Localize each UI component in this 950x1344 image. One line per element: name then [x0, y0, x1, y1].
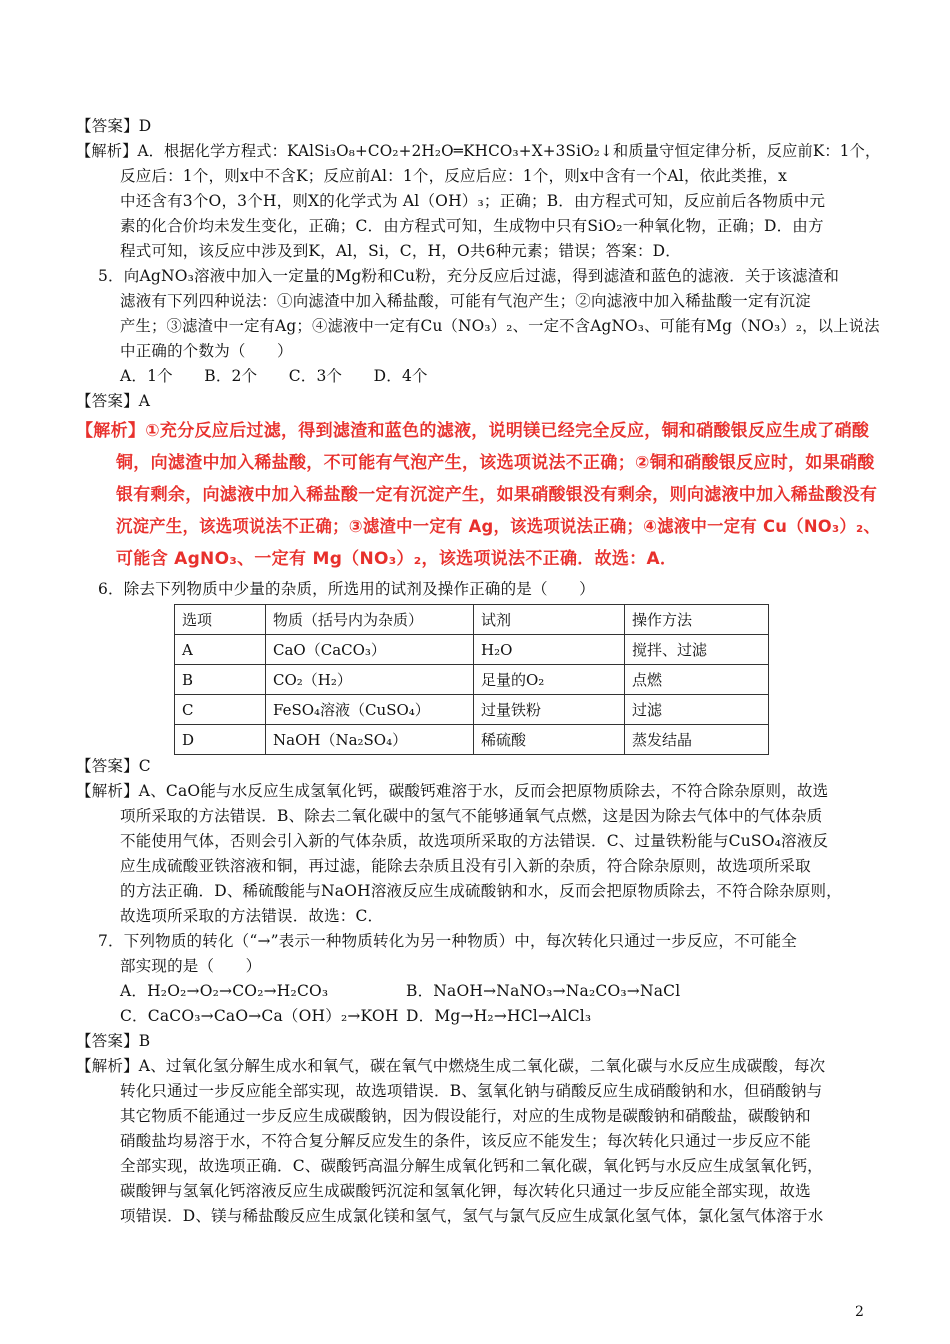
q7-stem-line: 部实现的是（ ）: [120, 957, 262, 975]
q7-option-a: A．H₂O₂→O₂→CO₂→H₂CO₃: [120, 982, 329, 1000]
q5-analysis-line: 铜，向滤渣中加入稀盐酸，不可能有气泡产生，该选项说法不正确；②铜和硝酸银反应时，如果硝酸: [116, 453, 875, 473]
q5-stem-line: 5．向AgNO₃溶液中加入一定量的Mg粉和Cu粉，充分反应后过滤，得到滤渣和蓝色的滤液．关于该滤渣和: [98, 267, 840, 285]
q7-option-d: D．Mg→H₂→HCl→AlCl₃: [406, 1007, 592, 1025]
table-cell: 足量的O₂: [474, 665, 625, 695]
q4-analysis-line: 反应后：1个，则x中不含K；反应前Al：1个，反应后应：1个，则x中含有一个Al，依此类推，x: [120, 167, 788, 185]
table-cell: 过量铁粉: [474, 695, 625, 725]
table-cell: 过滤: [625, 695, 769, 725]
q6-stem: 6．除去下列物质中少量的杂质，所选用的试剂及操作正确的是（ ）: [98, 580, 595, 598]
q6-analysis-line: 故选项所采取的方法错误．故选：C．: [120, 907, 384, 925]
table-cell: CO₂（H₂）: [266, 665, 474, 695]
table-cell: A: [175, 635, 266, 665]
table-header-cell: 操作方法: [625, 605, 769, 635]
q5-analysis-line: 沉淀产生，该选项说法不正确；③滤渣中一定有 Ag，该选项说法正确；④滤液中一定有 Cu（NO₃）₂、: [116, 517, 881, 537]
q6-analysis-line: 的方法正确．D、稀硫酸能与NaOH溶液反应生成硫酸钠和水，反而会把原物质除去，不符合除杂原则，: [120, 882, 842, 900]
table-header-row: [175, 605, 769, 635]
table-cell: D: [175, 725, 266, 755]
q6-analysis-line: 【解析】A、CaO能与水反应生成氢氧化钙，碳酸钙难溶于水，反而会把原物质除去，不符合除杂原则，故选: [76, 782, 829, 800]
table-cell: C: [175, 695, 266, 725]
table-row: [175, 635, 769, 665]
table-header-cell: 试剂: [474, 605, 625, 635]
q6-analysis-line: 应生成硫酸亚铁溶液和铜，再过滤，能除去杂质且没有引入新的杂质，符合除杂原则，故选项所采取: [120, 857, 811, 875]
q6-options-table: [174, 604, 769, 755]
q4-analysis-line: 程式可知，该反应中涉及到K，Al，Si，C，H，O共6种元素；错误；答案：D．: [120, 242, 681, 260]
table-row: [175, 725, 769, 755]
q7-analysis-line: 其它物质不能通过一步反应生成碳酸钠，因为假设能行，对应的生成物是碳酸钠和硝酸盐，碳酸钠和: [120, 1107, 811, 1125]
q7-option-b: B．NaOH→NaNO₃→Na₂CO₃→NaCl: [406, 982, 681, 1000]
q4-analysis-line: 中还含有3个O，3个H，则X的化学式为 Al（OH）₃；正确；B．由方程式可知，反应前后各物质中元: [120, 192, 826, 210]
table-cell: 稀硫酸: [474, 725, 625, 755]
table-cell: 蒸发结晶: [625, 725, 769, 755]
q5-stem-line: 中正确的个数为（ ）: [120, 342, 293, 360]
q4-answer: 【答案】D: [76, 117, 152, 135]
q7-analysis-line: 转化只通过一步反应能全部实现，故选项错误．B、氢氧化钠与硝酸反应生成硝酸钠和水，但硝酸钠与: [120, 1082, 823, 1100]
q6-analysis-line: 不能使用气体，否则会引入新的气体杂质，故选项所采取的方法错误．C、过量铁粉能与CuSO₄溶液反: [120, 832, 829, 850]
q7-option-c: C．CaCO₃→CaO→Ca（OH）₂→KOH: [120, 1007, 399, 1025]
q6-answer: 【答案】C: [76, 757, 151, 775]
q4-analysis-line: 【解析】A．根据化学方程式：KAlSi₃O₈+CO₂+2H₂O═KHCO₃+X+3SiO₂↓和质量守恒定律分析，反应前K：1个，: [76, 142, 881, 160]
q5-analysis-line: 银有剩余，向滤液中加入稀盐酸一定有沉淀产生，如果硝酸银没有剩余，则向滤液中加入稀盐酸没有: [116, 485, 878, 505]
q6-analysis-line: 项所采取的方法错误．B、除去二氧化碳中的氢气不能够通氧气点燃，这是因为除去气体中的气体杂质: [120, 807, 823, 825]
table-cell: NaOH（Na₂SO₄）: [266, 725, 474, 755]
table-header-cell: 物质（括号内为杂质）: [266, 605, 474, 635]
q7-analysis-line: 全部实现，故选项正确．C、碳酸钙高温分解生成氧化钙和二氧化碳，氧化钙与水反应生成氢氧化钙，: [120, 1157, 823, 1175]
q5-answer: 【答案】A: [76, 392, 151, 410]
table-header-cell: 选项: [175, 605, 266, 635]
table-cell: CaO（CaCO₃）: [266, 635, 474, 665]
table-row: [175, 695, 769, 725]
table-cell: H₂O: [474, 635, 625, 665]
table-cell: B: [175, 665, 266, 695]
q7-stem-line: 7．下列物质的转化（“→”表示一种物质转化为另一种物质）中，每次转化只通过一步反应，不可能全: [98, 932, 797, 950]
q7-analysis-line: 硝酸盐均易溶于水，不符合复分解反应发生的条件，该反应不能发生；每次转化只通过一步反应不能: [120, 1132, 811, 1150]
q5-analysis-line: 可能含 AgNO₃、一定有 Mg（NO₃）₂，该选项说法不正确．故选：A．: [116, 549, 678, 569]
table-cell: 点燃: [625, 665, 769, 695]
table-row: [175, 665, 769, 695]
q4-analysis-line: 素的化合价均未发生变化，正确；C．由方程式可知，生成物中只有SiO₂一种氧化物，正确；D．由方: [120, 217, 824, 235]
q7-analysis-line: 碳酸钾与氢氧化钙溶液反应生成碳酸钙沉淀和氢氧化钾，每次转化只通过一步反应能全部实现，故选: [120, 1182, 811, 1200]
q5-stem-line: 产生；③滤渣中一定有Ag；④滤液中一定有Cu（NO₃）₂、一定不含AgNO₃、可能有Mg（NO₃）₂，以上说法: [120, 317, 880, 335]
q5-options: A．1个 B．2个 C．3个 D．4个: [120, 367, 428, 385]
q7-answer: 【答案】B: [76, 1032, 151, 1050]
table-cell: FeSO₄溶液（CuSO₄）: [266, 695, 474, 725]
page-number: 2: [855, 1304, 864, 1320]
q7-analysis-line: 项错误．D、镁与稀盐酸反应生成氯化镁和氢气，氢气与氯气反应生成氯化氢气体，氯化氢气体溶于水: [120, 1207, 824, 1225]
q5-analysis-line: 【解析】①充分反应后过滤，得到滤渣和蓝色的滤液，说明镁已经完全反应，铜和硝酸银反应生成了硝酸: [76, 421, 870, 441]
q7-analysis-line: 【解析】A、过氧化氢分解生成水和氧气，碳在氧气中燃烧生成二氧化碳，二氧化碳与水反应生成碳酸，每次: [76, 1057, 826, 1075]
q5-stem-line: 滤液有下列四种说法：①向滤渣中加入稀盐酸，可能有气泡产生；②向滤液中加入稀盐酸一定有沉淀: [120, 292, 811, 310]
table-cell: 搅拌、过滤: [625, 635, 769, 665]
